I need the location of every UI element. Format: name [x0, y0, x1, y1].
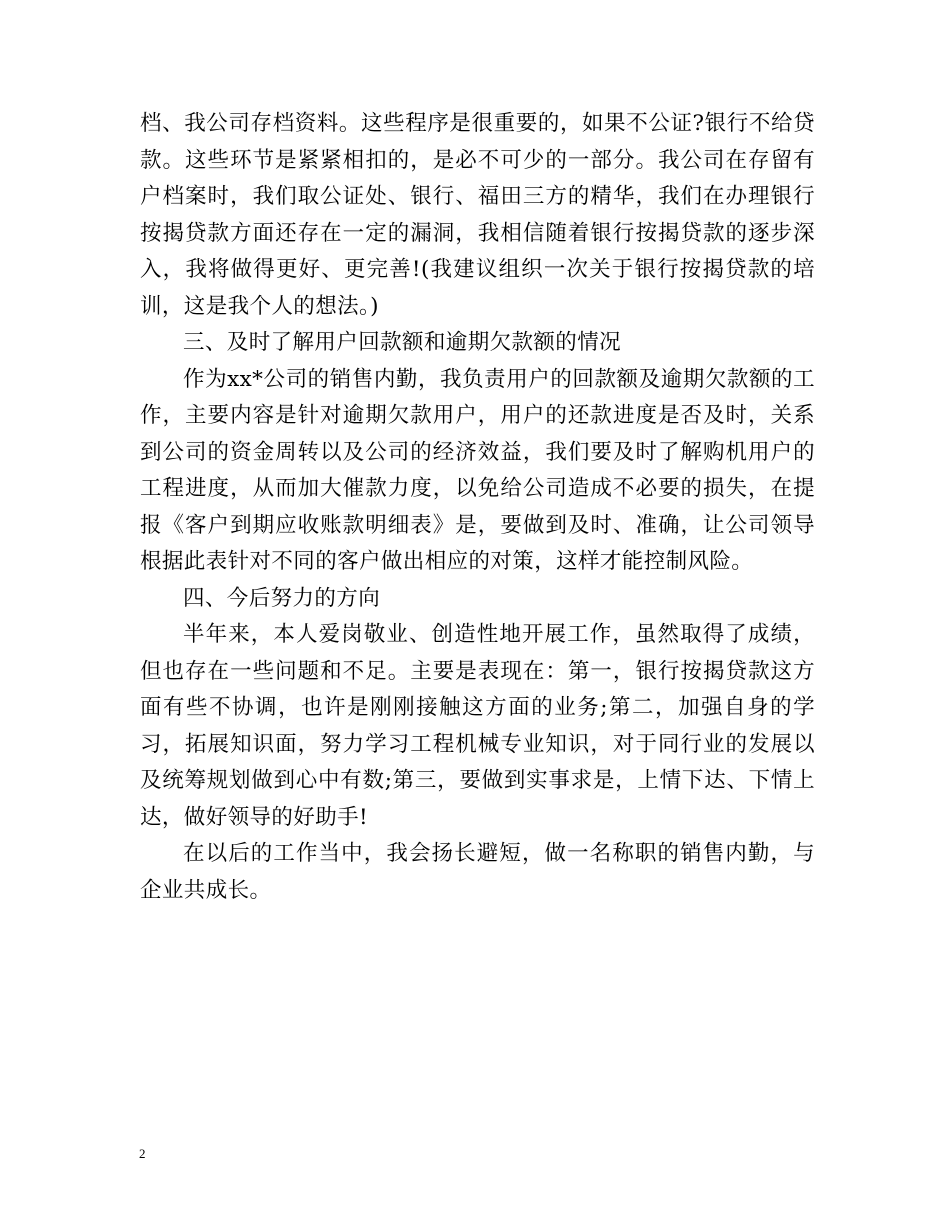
paragraph-receivables: 作为xx*公司的销售内勤，我负责用户的回款额及逾期欠款额的工作，主要内容是针对逾期欠款用户，用户的还款进度是否及时，关系到公司的资金周转以及公司的经济效益，我们要及时了解购机用户的工程进度，从而加大催款力度，以免给公司造成不必要的损失，在提报《客户到期应收账款明细表》是，要做到及时、准确，让公司领导根据此表针对不同的客户做出相应的对策，这样才能控制风险。	[140, 366, 815, 574]
page-number: 2	[139, 1146, 146, 1161]
paragraph-continuation: 档、我公司存档资料。这些程序是很重要的，如果不公证?银行不给贷款。这些环节是紧紧相扣的，是必不可少的一部分。我公司在存留有户档案时，我们取公证处、银行、福田三方的精华，我们在办理银行按揭贷款方面还存在一定的漏洞，我相信随着银行按揭贷款的逐步深入，我将做得更好、更完善!(我建议组织一次关于银行按揭贷款的培训，这是我个人的想法。)	[140, 111, 815, 319]
section-heading-4: 四、今后努力的方向	[183, 585, 381, 611]
paragraph-closing: 在以后的工作当中，我会扬长避短，做一名称职的销售内勤，与企业共成长。	[140, 841, 815, 903]
document-body	[140, 106, 815, 909]
section-heading-3: 三、及时了解用户回款额和逾期欠款额的情况	[183, 330, 622, 355]
paragraph-future-direction: 半年来，本人爱岗敬业、创造性地开展工作，虽然取得了成绩，但也存在一些问题和不足。主要是表现在：第一，银行按揭贷款这方面有些不协调，也许是刚刚接触这方面的业务;第二，加强自身的学习，拓展知识面，努力学习工程机械专业知识，对于同行业的发展以及统筹规划做到心中有数;第三，要做到实事求是，上情下达、下情上达，做好领导的好助手!	[140, 622, 815, 830]
